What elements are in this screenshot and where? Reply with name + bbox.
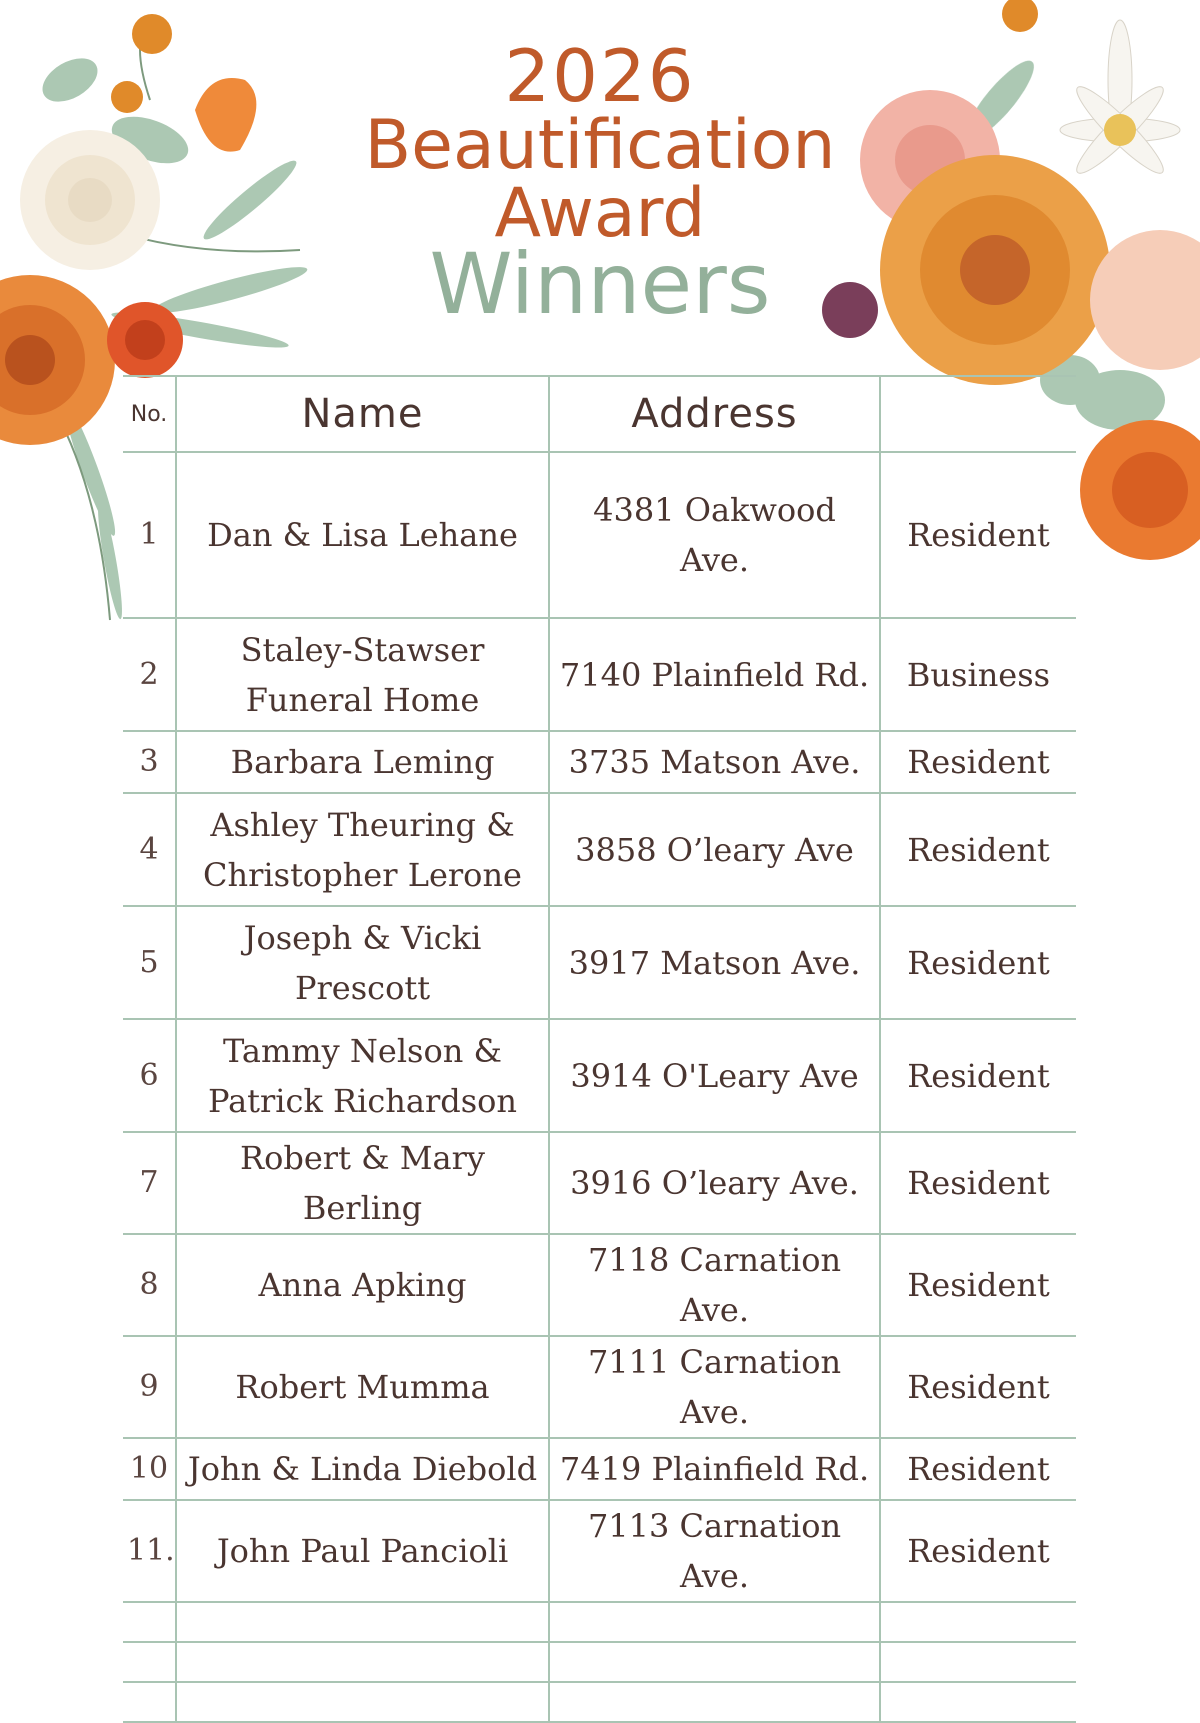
cell-empty [123, 1682, 176, 1722]
cell-empty [123, 1642, 176, 1682]
cell-empty [880, 1642, 1076, 1682]
header-name: Name [176, 376, 549, 452]
table-row [123, 793, 1076, 906]
cell-no: 1 [123, 452, 176, 618]
table-row-empty [123, 1602, 1076, 1642]
cell-no: 10 [123, 1438, 176, 1500]
cell-type: Resident [880, 1234, 1076, 1336]
cell-no: 2 [123, 618, 176, 731]
table-row [123, 1438, 1076, 1500]
table-row [123, 731, 1076, 793]
cell-type: Resident [880, 1132, 1076, 1234]
cell-name: Tammy Nelson & Patrick Richardson [176, 1019, 549, 1132]
cell-no: 4 [123, 793, 176, 906]
table-header-row [123, 376, 1076, 452]
title-block [300, 34, 900, 333]
cell-name: Robert & Mary Berling [176, 1132, 549, 1234]
cell-no: 5 [123, 906, 176, 1019]
cell-name: John & Linda Diebold [176, 1438, 549, 1500]
table-row [123, 1336, 1076, 1438]
cell-address: 3914 O'Leary Ave [549, 1019, 880, 1132]
header-no: No. [123, 376, 176, 452]
cell-address: 4381 Oakwood Ave. [549, 452, 880, 618]
cell-empty [176, 1682, 549, 1722]
cell-address: 7111 Carnation Ave. [549, 1336, 880, 1438]
cell-type: Resident [880, 793, 1076, 906]
title-beautification: Beautification [364, 106, 836, 185]
title-award: Award [494, 174, 706, 253]
cell-empty [880, 1602, 1076, 1642]
header-address: Address [549, 376, 880, 452]
cell-name: Staley-Stawser Funeral Home [176, 618, 549, 731]
cell-no: 8 [123, 1234, 176, 1336]
table-row-empty [123, 1682, 1076, 1722]
cell-type: Resident [880, 1019, 1076, 1132]
cell-address: 7113 Carnation Ave. [549, 1500, 880, 1602]
table-row [123, 1132, 1076, 1234]
cell-empty [123, 1602, 176, 1642]
cell-empty [549, 1642, 880, 1682]
cell-no: 6 [123, 1019, 176, 1132]
cell-name: John Paul Pancioli [176, 1500, 549, 1602]
cell-name: Robert Mumma [176, 1336, 549, 1438]
cell-type: Resident [880, 452, 1076, 618]
cell-type: Resident [880, 1500, 1076, 1602]
cell-address: 7118 Carnation Ave. [549, 1234, 880, 1336]
cell-name: Dan & Lisa Lehane [176, 452, 549, 618]
cell-name: Barbara Leming [176, 731, 549, 793]
cell-type: Resident [880, 1438, 1076, 1500]
table-row [123, 1019, 1076, 1132]
cell-address: 7419 Plainfield Rd. [549, 1438, 880, 1500]
cell-no: 11. [123, 1500, 176, 1602]
table-row [123, 1234, 1076, 1336]
cell-empty [176, 1642, 549, 1682]
title-winners: Winners [429, 235, 771, 333]
cell-empty [549, 1602, 880, 1642]
cell-type: Resident [880, 906, 1076, 1019]
header-type [880, 376, 1076, 452]
cell-no: 3 [123, 731, 176, 793]
cell-type: Resident [880, 1336, 1076, 1438]
cell-type: Business [880, 618, 1076, 731]
table-row [123, 906, 1076, 1019]
cell-address: 7140 Plainfield Rd. [549, 618, 880, 731]
cell-name: Joseph & Vicki Prescott [176, 906, 549, 1019]
cell-address: 3735 Matson Ave. [549, 731, 880, 793]
cell-name: Ashley Theuring & Christopher Lerone [176, 793, 549, 906]
cell-empty [549, 1682, 880, 1722]
table-row-empty [123, 1642, 1076, 1682]
cell-address: 3858 O’leary Ave [549, 793, 880, 906]
title-year: 2026 [504, 34, 696, 118]
cell-address: 3916 O’leary Ave. [549, 1132, 880, 1234]
table-row [123, 1500, 1076, 1602]
cell-empty [176, 1602, 549, 1642]
cell-address: 3917 Matson Ave. [549, 906, 880, 1019]
table-row [123, 452, 1076, 618]
table-row [123, 618, 1076, 731]
cell-type: Resident [880, 731, 1076, 793]
cell-empty [880, 1682, 1076, 1722]
cell-no: 9 [123, 1336, 176, 1438]
winners-table [123, 375, 1076, 1723]
cell-name: Anna Apking [176, 1234, 549, 1336]
cell-no: 7 [123, 1132, 176, 1234]
